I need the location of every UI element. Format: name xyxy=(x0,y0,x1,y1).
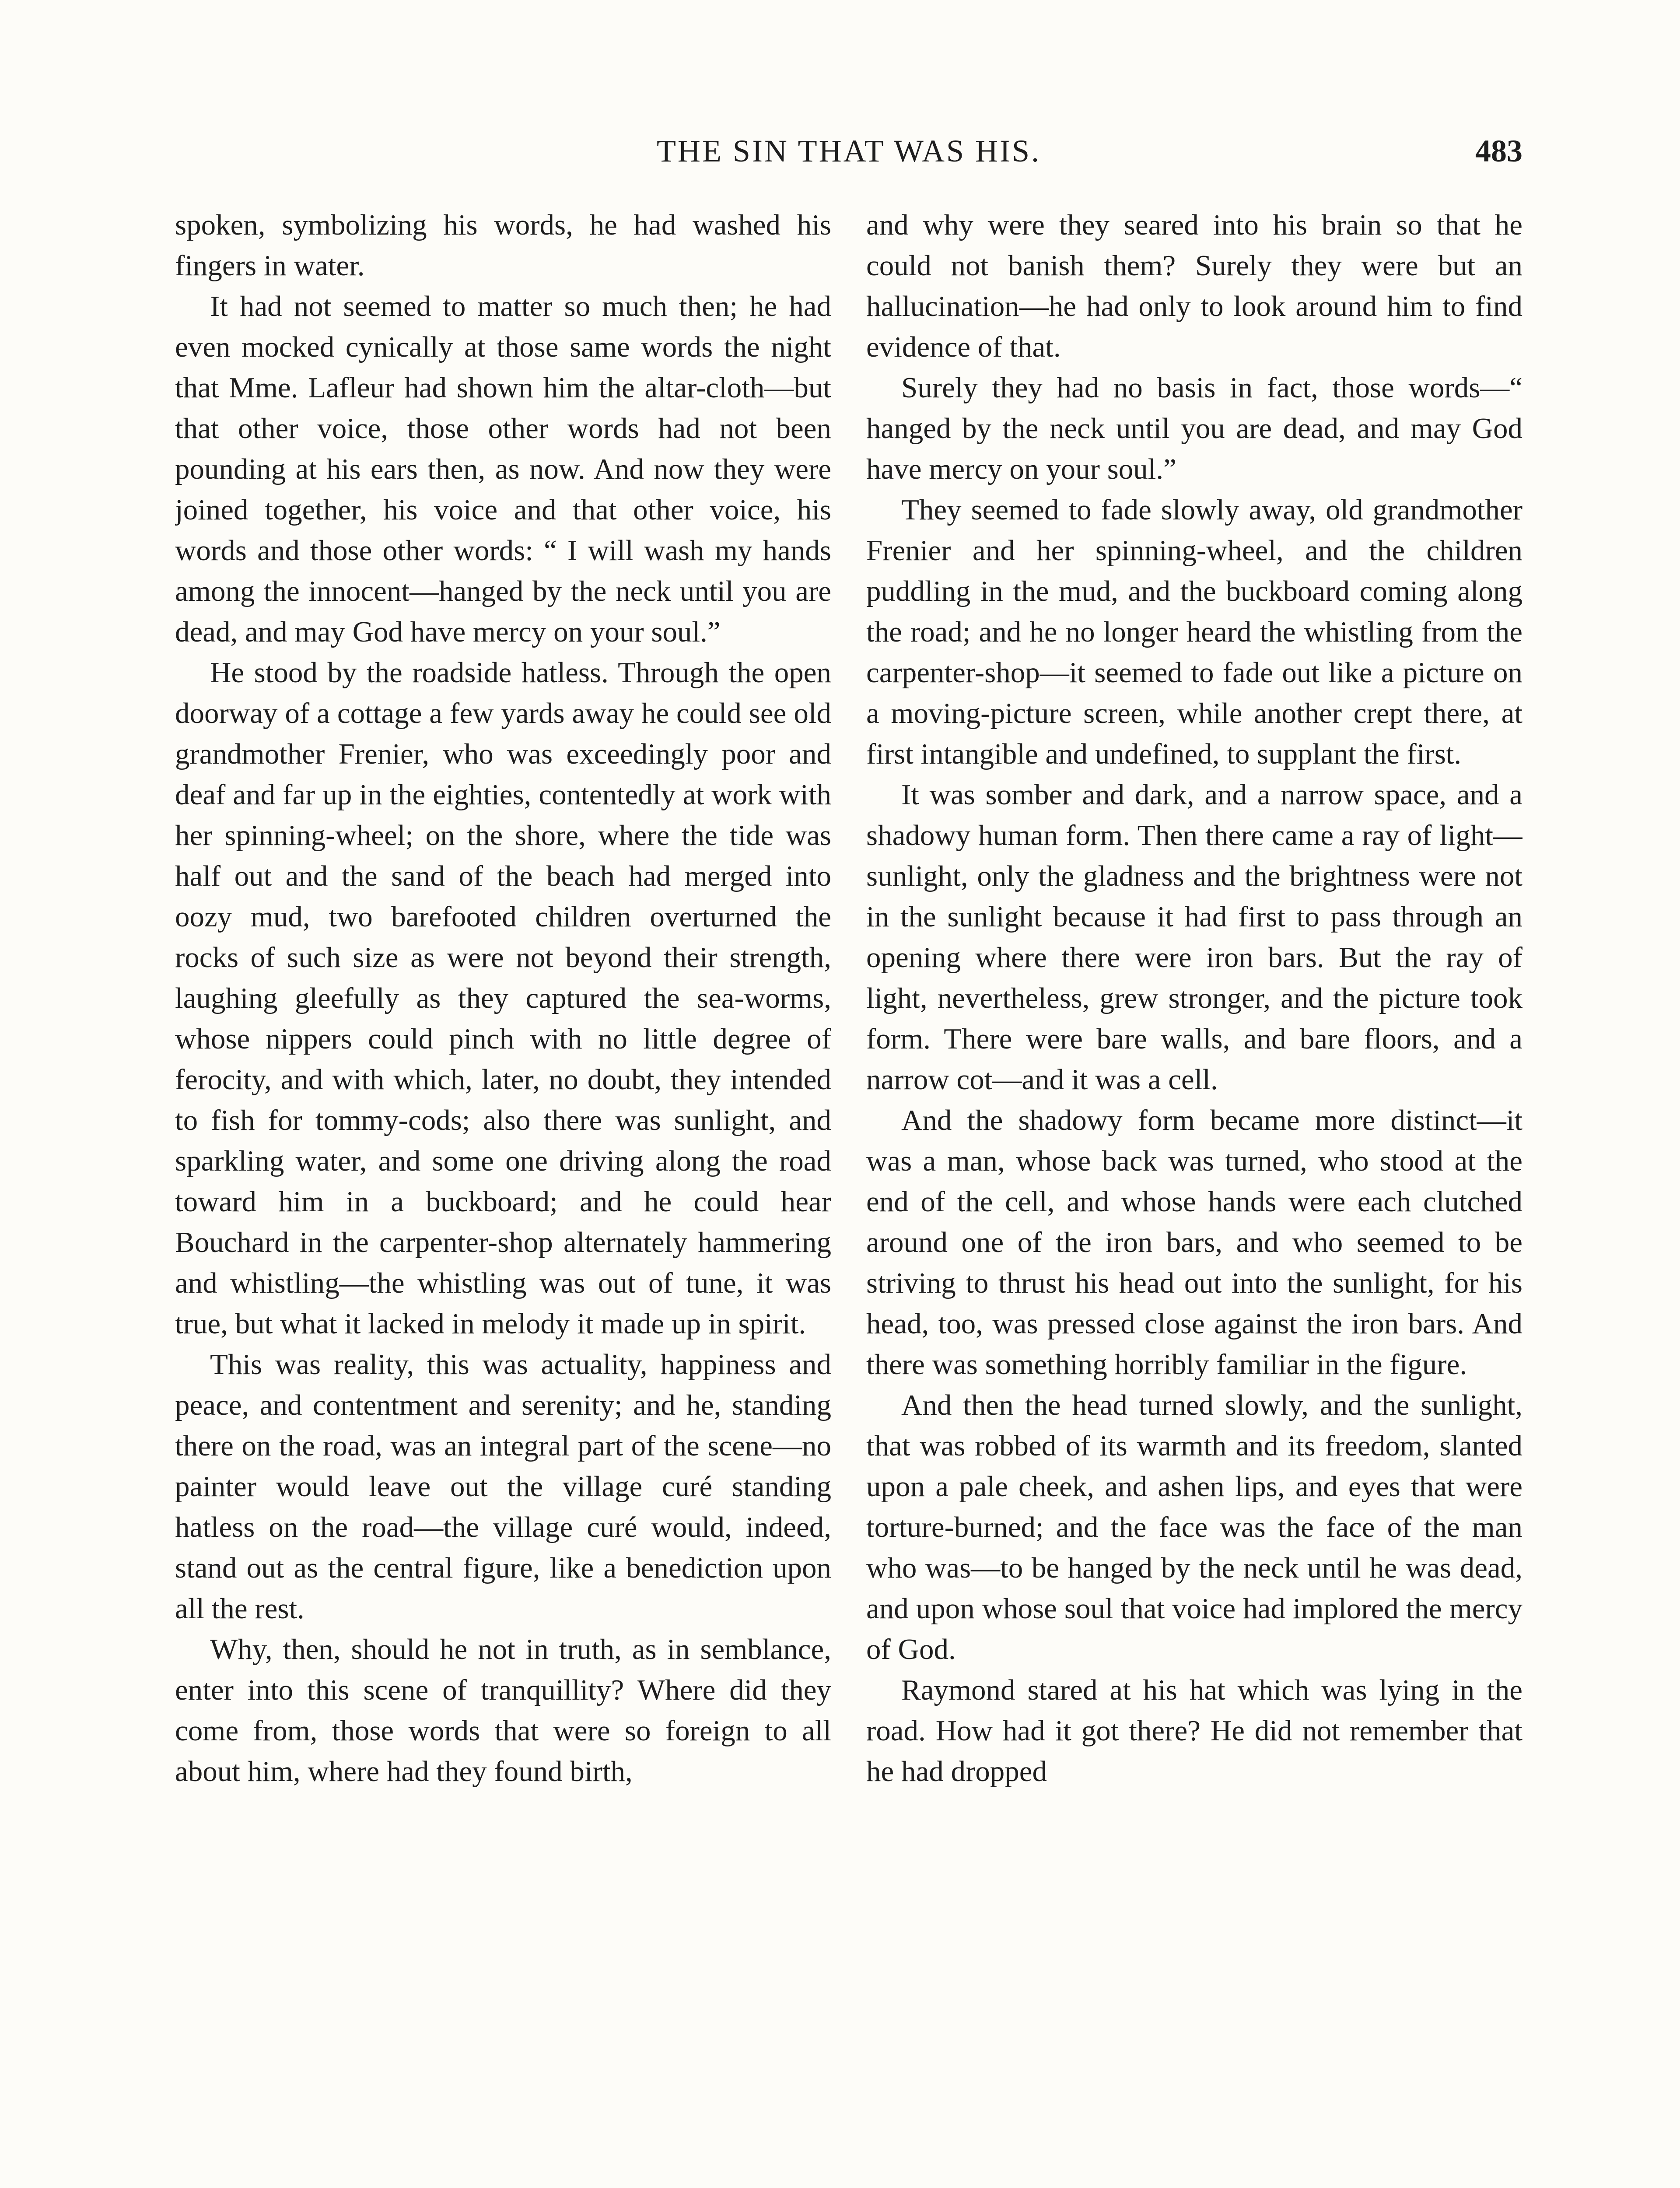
paragraph: This was reality, this was actuality, happiness and peace, and contentment and serenity; and he, standing there on the road, was an integral part of the scene—no painter would leave out the village curé standing hatless on the road—the village curé would, indeed, stand out as the central figure, like a benediction upon all the rest. xyxy=(175,1348,831,1625)
paragraph: He stood by the roadside hatless. Through the open doorway of a cottage a few yards away he could see old grandmother Frenier, who was exceedingly poor and deaf and far up in the eighties, contentedly at work with her spinning-wheel; on the shore, where the tide was half out and the sand of the beach had merged into oozy mud, two barefooted children overturned the rocks of such size as were not beyond their strength, laughing gleefully as they captured the sea-worms, whose nippers could pinch with no little degree of ferocity, and with which, later, no doubt, they intended to fish for tommy-cods; also there was sunlight, and sparkling water, and some one driving along the road toward him in a buckboard; and he could hear Bouchard in the carpenter-shop alternately hammering and whistling—the whistling was out of tune, it was true, but what it lacked in melody it made up in spirit. xyxy=(175,656,831,1340)
paragraph: It was somber and dark, and a narrow space, and a shadowy human form. Then there came a ray of light—sunlight, only the gladness and the brightness were not in the sunlight because it had first to pass through an opening where there were iron bars. But the ray of light, nevertheless, grew stronger, and the picture took form. There were bare walls, and bare floors, and a narrow cot—and it was a cell. xyxy=(866,778,1522,1096)
left-column xyxy=(175,205,831,2188)
paragraph: Why, then, should he not in truth, as in semblance, enter into this scene of tranquillity? Where did they come from, those words that were so foreign to all about him, where had they found birth, xyxy=(175,1633,831,1788)
paragraph: Surely they had no basis in fact, those words—“ hanged by the neck until you are dead, and may God have mercy on your soul.” xyxy=(866,372,1522,485)
paragraph: And the shadowy form became more distinct—it was a man, whose back was turned, who stood at the end of the cell, and whose hands were each clutched around one of the iron bars, and who seemed to be striving to thrust his head out into the sunlight, for his head, too, was pressed close against the iron bars. And there was something horribly familiar in the figure. xyxy=(866,1104,1522,1381)
page-number: 483 xyxy=(1475,133,1522,168)
paragraph: And then the head turned slowly, and the sunlight, that was robbed of its warmth and its freedom, slanted upon a pale cheek, and ashen lips, and eyes that were torture-burned; and the face was the face of the man who was—to be hanged by the neck until he was dead, and upon whose soul that voice had implored the mercy of God. xyxy=(866,1389,1522,1666)
paragraph: Raymond stared at his hat which was lying in the road. How had it got there? He did not remember that he had dropped xyxy=(866,1674,1522,1788)
right-column xyxy=(866,205,1522,2188)
paragraph: and why were they seared into his brain so that he could not banish them? Surely they were but an hallucination—he had only to look around him to find evidence of that. xyxy=(866,209,1522,363)
paragraph: It had not seemed to matter so much then; he had even mocked cynically at those same words the night that Mme. Lafleur had shown him the altar-cloth—but that other voice, those other words had not been pounding at his ears then, as now. And now they were joined together, his voice and that other voice, his words and those other words: “ I will wash my hands among the innocent—hanged by the neck until you are dead, and may God have mercy on your soul.” xyxy=(175,290,831,648)
running-head xyxy=(175,127,1522,175)
running-title: THE SIN THAT WAS HIS. xyxy=(656,133,1041,168)
paragraph: They seemed to fade slowly away, old grandmother Frenier and her spinning-wheel, and the children puddling in the mud, and the buckboard coming along the road; and he no longer heard the whistling from the carpenter-shop—it seemed to fade out like a picture on a moving-picture screen, while another crept there, at first intangible and undefined, to supplant the first. xyxy=(866,494,1522,770)
paragraph: spoken, symbolizing his words, he had washed his fingers in water. xyxy=(175,209,831,282)
